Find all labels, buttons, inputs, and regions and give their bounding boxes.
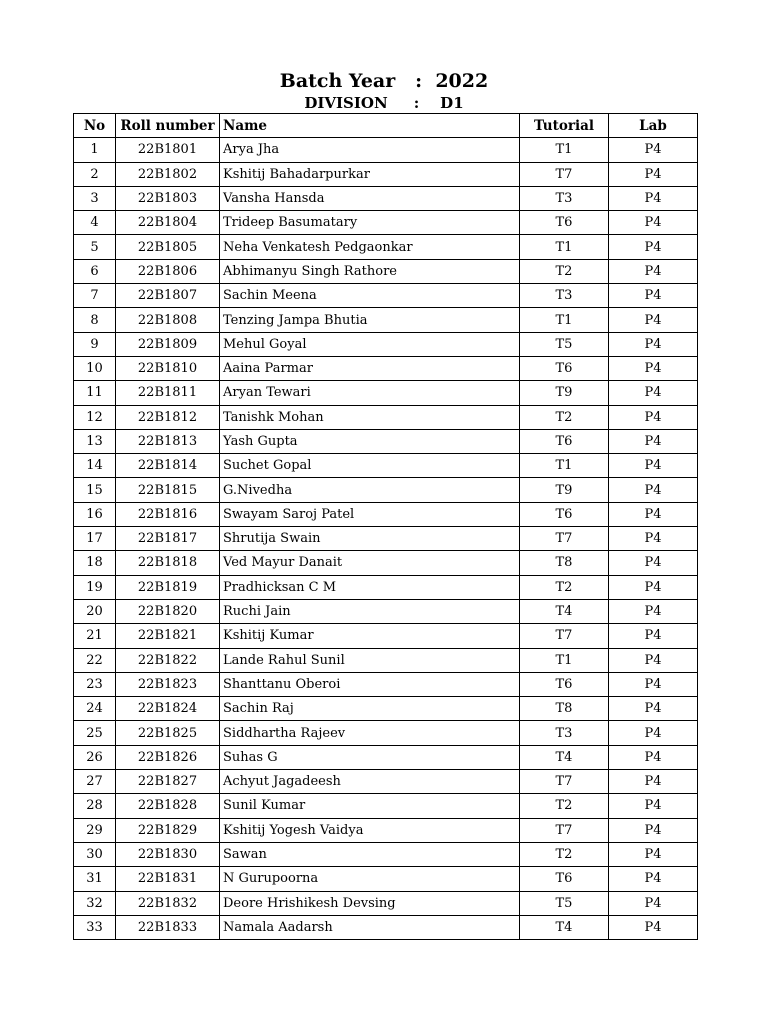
cell-roll-number: 22B1818 bbox=[116, 551, 220, 575]
cell-roll-number: 22B1810 bbox=[116, 356, 220, 380]
cell-tutorial: T6 bbox=[520, 429, 609, 453]
cell-tutorial: T1 bbox=[520, 648, 609, 672]
cell-no: 16 bbox=[74, 502, 116, 526]
cell-roll-number: 22B1816 bbox=[116, 502, 220, 526]
cell-name: Neha Venkatesh Pedgaonkar bbox=[220, 235, 520, 259]
cell-name: Kshitij Bahadarpurkar bbox=[220, 162, 520, 186]
cell-tutorial: T7 bbox=[520, 624, 609, 648]
cell-roll-number: 22B1815 bbox=[116, 478, 220, 502]
cell-no: 14 bbox=[74, 454, 116, 478]
cell-tutorial: T7 bbox=[520, 162, 609, 186]
cell-lab: P4 bbox=[609, 867, 698, 891]
cell-tutorial: T6 bbox=[520, 867, 609, 891]
cell-lab: P4 bbox=[609, 186, 698, 210]
cell-no: 15 bbox=[74, 478, 116, 502]
cell-no: 8 bbox=[74, 308, 116, 332]
cell-tutorial: T7 bbox=[520, 527, 609, 551]
cell-tutorial: T6 bbox=[520, 211, 609, 235]
column-header-roll-number: Roll number bbox=[116, 114, 220, 138]
table-row bbox=[74, 284, 698, 308]
cell-name: Kshitij Yogesh Vaidya bbox=[220, 818, 520, 842]
cell-roll-number: 22B1822 bbox=[116, 648, 220, 672]
cell-tutorial: T2 bbox=[520, 575, 609, 599]
cell-lab: P4 bbox=[609, 259, 698, 283]
cell-roll-number: 22B1831 bbox=[116, 867, 220, 891]
cell-no: 31 bbox=[74, 867, 116, 891]
cell-lab: P4 bbox=[609, 235, 698, 259]
cell-name: Pradhicksan C M bbox=[220, 575, 520, 599]
cell-roll-number: 22B1812 bbox=[116, 405, 220, 429]
cell-tutorial: T6 bbox=[520, 502, 609, 526]
cell-no: 1 bbox=[74, 138, 116, 162]
cell-lab: P4 bbox=[609, 211, 698, 235]
cell-roll-number: 22B1826 bbox=[116, 745, 220, 769]
cell-roll-number: 22B1809 bbox=[116, 332, 220, 356]
cell-no: 11 bbox=[74, 381, 116, 405]
cell-no: 21 bbox=[74, 624, 116, 648]
cell-roll-number: 22B1814 bbox=[116, 454, 220, 478]
table-row bbox=[74, 818, 698, 842]
cell-lab: P4 bbox=[609, 891, 698, 915]
cell-roll-number: 22B1806 bbox=[116, 259, 220, 283]
cell-roll-number: 22B1801 bbox=[116, 138, 220, 162]
cell-name: Namala Aadarsh bbox=[220, 915, 520, 939]
cell-lab: P4 bbox=[609, 915, 698, 939]
cell-tutorial: T6 bbox=[520, 672, 609, 696]
cell-name: N Gurupoorna bbox=[220, 867, 520, 891]
cell-no: 24 bbox=[74, 697, 116, 721]
cell-tutorial: T8 bbox=[520, 697, 609, 721]
cell-roll-number: 22B1823 bbox=[116, 672, 220, 696]
cell-name: Tanishk Mohan bbox=[220, 405, 520, 429]
cell-name: Arya Jha bbox=[220, 138, 520, 162]
table-row bbox=[74, 478, 698, 502]
cell-tutorial: T3 bbox=[520, 284, 609, 308]
cell-roll-number: 22B1820 bbox=[116, 599, 220, 623]
cell-tutorial: T3 bbox=[520, 186, 609, 210]
table-row bbox=[74, 624, 698, 648]
cell-no: 5 bbox=[74, 235, 116, 259]
cell-tutorial: T5 bbox=[520, 332, 609, 356]
table-row bbox=[74, 842, 698, 866]
cell-tutorial: T2 bbox=[520, 794, 609, 818]
column-header-name: Name bbox=[220, 114, 520, 138]
cell-lab: P4 bbox=[609, 697, 698, 721]
cell-lab: P4 bbox=[609, 356, 698, 380]
cell-name: Shanttanu Oberoi bbox=[220, 672, 520, 696]
table-row bbox=[74, 891, 698, 915]
cell-name: Sunil Kumar bbox=[220, 794, 520, 818]
cell-no: 30 bbox=[74, 842, 116, 866]
cell-lab: P4 bbox=[609, 818, 698, 842]
table-body bbox=[74, 138, 698, 940]
cell-no: 4 bbox=[74, 211, 116, 235]
division-title: DIVISION : D1 bbox=[304, 94, 464, 112]
table-row bbox=[74, 770, 698, 794]
cell-name: Ved Mayur Danait bbox=[220, 551, 520, 575]
cell-lab: P4 bbox=[609, 575, 698, 599]
cell-lab: P4 bbox=[609, 478, 698, 502]
cell-no: 27 bbox=[74, 770, 116, 794]
cell-name: Suchet Gopal bbox=[220, 454, 520, 478]
cell-lab: P4 bbox=[609, 162, 698, 186]
cell-tutorial: T1 bbox=[520, 308, 609, 332]
cell-no: 29 bbox=[74, 818, 116, 842]
column-header-lab: Lab bbox=[609, 114, 698, 138]
cell-tutorial: T2 bbox=[520, 842, 609, 866]
table-row bbox=[74, 356, 698, 380]
cell-no: 32 bbox=[74, 891, 116, 915]
table-row bbox=[74, 721, 698, 745]
table-row bbox=[74, 745, 698, 769]
cell-tutorial: T4 bbox=[520, 599, 609, 623]
cell-tutorial: T6 bbox=[520, 356, 609, 380]
cell-name: Trideep Basumatary bbox=[220, 211, 520, 235]
cell-name: Sawan bbox=[220, 842, 520, 866]
cell-no: 3 bbox=[74, 186, 116, 210]
cell-lab: P4 bbox=[609, 138, 698, 162]
cell-lab: P4 bbox=[609, 381, 698, 405]
cell-name: Suhas G bbox=[220, 745, 520, 769]
cell-tutorial: T2 bbox=[520, 259, 609, 283]
cell-lab: P4 bbox=[609, 405, 698, 429]
table-row bbox=[74, 332, 698, 356]
cell-no: 10 bbox=[74, 356, 116, 380]
cell-lab: P4 bbox=[609, 672, 698, 696]
cell-name: Siddhartha Rajeev bbox=[220, 721, 520, 745]
cell-no: 17 bbox=[74, 527, 116, 551]
cell-no: 13 bbox=[74, 429, 116, 453]
cell-lab: P4 bbox=[609, 721, 698, 745]
cell-name: Vansha Hansda bbox=[220, 186, 520, 210]
cell-lab: P4 bbox=[609, 284, 698, 308]
cell-name: Abhimanyu Singh Rathore bbox=[220, 259, 520, 283]
cell-roll-number: 22B1819 bbox=[116, 575, 220, 599]
cell-lab: P4 bbox=[609, 770, 698, 794]
cell-no: 28 bbox=[74, 794, 116, 818]
column-header-no: No bbox=[74, 114, 116, 138]
table-row bbox=[74, 599, 698, 623]
cell-lab: P4 bbox=[609, 332, 698, 356]
cell-lab: P4 bbox=[609, 527, 698, 551]
table-row bbox=[74, 308, 698, 332]
cell-no: 22 bbox=[74, 648, 116, 672]
cell-tutorial: T5 bbox=[520, 891, 609, 915]
cell-no: 12 bbox=[74, 405, 116, 429]
student-roster-table bbox=[73, 113, 698, 940]
cell-tutorial: T4 bbox=[520, 915, 609, 939]
cell-roll-number: 22B1803 bbox=[116, 186, 220, 210]
table-row bbox=[74, 867, 698, 891]
cell-no: 9 bbox=[74, 332, 116, 356]
table-row bbox=[74, 235, 698, 259]
cell-no: 2 bbox=[74, 162, 116, 186]
cell-roll-number: 22B1827 bbox=[116, 770, 220, 794]
cell-roll-number: 22B1807 bbox=[116, 284, 220, 308]
cell-tutorial: T9 bbox=[520, 381, 609, 405]
cell-name: Lande Rahul Sunil bbox=[220, 648, 520, 672]
cell-name: Ruchi Jain bbox=[220, 599, 520, 623]
cell-roll-number: 22B1833 bbox=[116, 915, 220, 939]
cell-roll-number: 22B1804 bbox=[116, 211, 220, 235]
cell-roll-number: 22B1830 bbox=[116, 842, 220, 866]
cell-tutorial: T1 bbox=[520, 235, 609, 259]
table-header-row bbox=[74, 114, 698, 138]
table-row bbox=[74, 915, 698, 939]
cell-no: 6 bbox=[74, 259, 116, 283]
cell-lab: P4 bbox=[609, 599, 698, 623]
table-row bbox=[74, 551, 698, 575]
cell-lab: P4 bbox=[609, 624, 698, 648]
cell-no: 18 bbox=[74, 551, 116, 575]
cell-lab: P4 bbox=[609, 551, 698, 575]
cell-tutorial: T1 bbox=[520, 138, 609, 162]
cell-no: 25 bbox=[74, 721, 116, 745]
cell-name: G.Nivedha bbox=[220, 478, 520, 502]
cell-roll-number: 22B1821 bbox=[116, 624, 220, 648]
table-row bbox=[74, 259, 698, 283]
table-row bbox=[74, 138, 698, 162]
cell-lab: P4 bbox=[609, 502, 698, 526]
cell-tutorial: T2 bbox=[520, 405, 609, 429]
cell-roll-number: 22B1808 bbox=[116, 308, 220, 332]
table-row bbox=[74, 211, 698, 235]
cell-roll-number: 22B1832 bbox=[116, 891, 220, 915]
cell-name: Sachin Meena bbox=[220, 284, 520, 308]
cell-roll-number: 22B1805 bbox=[116, 235, 220, 259]
table-row bbox=[74, 672, 698, 696]
cell-lab: P4 bbox=[609, 794, 698, 818]
cell-no: 23 bbox=[74, 672, 116, 696]
table-row bbox=[74, 502, 698, 526]
table-row bbox=[74, 162, 698, 186]
cell-no: 20 bbox=[74, 599, 116, 623]
table-row bbox=[74, 381, 698, 405]
cell-tutorial: T4 bbox=[520, 745, 609, 769]
cell-roll-number: 22B1802 bbox=[116, 162, 220, 186]
cell-no: 26 bbox=[74, 745, 116, 769]
cell-lab: P4 bbox=[609, 648, 698, 672]
cell-tutorial: T7 bbox=[520, 770, 609, 794]
cell-name: Swayam Saroj Patel bbox=[220, 502, 520, 526]
table-row bbox=[74, 794, 698, 818]
cell-lab: P4 bbox=[609, 454, 698, 478]
cell-name: Aryan Tewari bbox=[220, 381, 520, 405]
cell-roll-number: 22B1817 bbox=[116, 527, 220, 551]
cell-name: Deore Hrishikesh Devsing bbox=[220, 891, 520, 915]
cell-name: Achyut Jagadeesh bbox=[220, 770, 520, 794]
table-row bbox=[74, 575, 698, 599]
table-row bbox=[74, 405, 698, 429]
cell-lab: P4 bbox=[609, 429, 698, 453]
table-row bbox=[74, 648, 698, 672]
cell-roll-number: 22B1828 bbox=[116, 794, 220, 818]
cell-roll-number: 22B1813 bbox=[116, 429, 220, 453]
cell-no: 33 bbox=[74, 915, 116, 939]
cell-tutorial: T1 bbox=[520, 454, 609, 478]
cell-tutorial: T9 bbox=[520, 478, 609, 502]
cell-roll-number: 22B1811 bbox=[116, 381, 220, 405]
cell-name: Shrutija Swain bbox=[220, 527, 520, 551]
cell-no: 19 bbox=[74, 575, 116, 599]
table-row bbox=[74, 429, 698, 453]
batch-year-title: Batch Year : 2022 bbox=[279, 70, 489, 92]
cell-tutorial: T8 bbox=[520, 551, 609, 575]
table-row bbox=[74, 527, 698, 551]
cell-name: Kshitij Kumar bbox=[220, 624, 520, 648]
cell-roll-number: 22B1824 bbox=[116, 697, 220, 721]
table-row bbox=[74, 186, 698, 210]
table-row bbox=[74, 697, 698, 721]
cell-name: Mehul Goyal bbox=[220, 332, 520, 356]
cell-no: 7 bbox=[74, 284, 116, 308]
column-header-tutorial: Tutorial bbox=[520, 114, 609, 138]
cell-tutorial: T3 bbox=[520, 721, 609, 745]
cell-name: Aaina Parmar bbox=[220, 356, 520, 380]
cell-tutorial: T7 bbox=[520, 818, 609, 842]
cell-name: Tenzing Jampa Bhutia bbox=[220, 308, 520, 332]
cell-lab: P4 bbox=[609, 842, 698, 866]
cell-roll-number: 22B1825 bbox=[116, 721, 220, 745]
cell-name: Sachin Raj bbox=[220, 697, 520, 721]
table-row bbox=[74, 454, 698, 478]
cell-lab: P4 bbox=[609, 745, 698, 769]
cell-name: Yash Gupta bbox=[220, 429, 520, 453]
cell-roll-number: 22B1829 bbox=[116, 818, 220, 842]
cell-lab: P4 bbox=[609, 308, 698, 332]
